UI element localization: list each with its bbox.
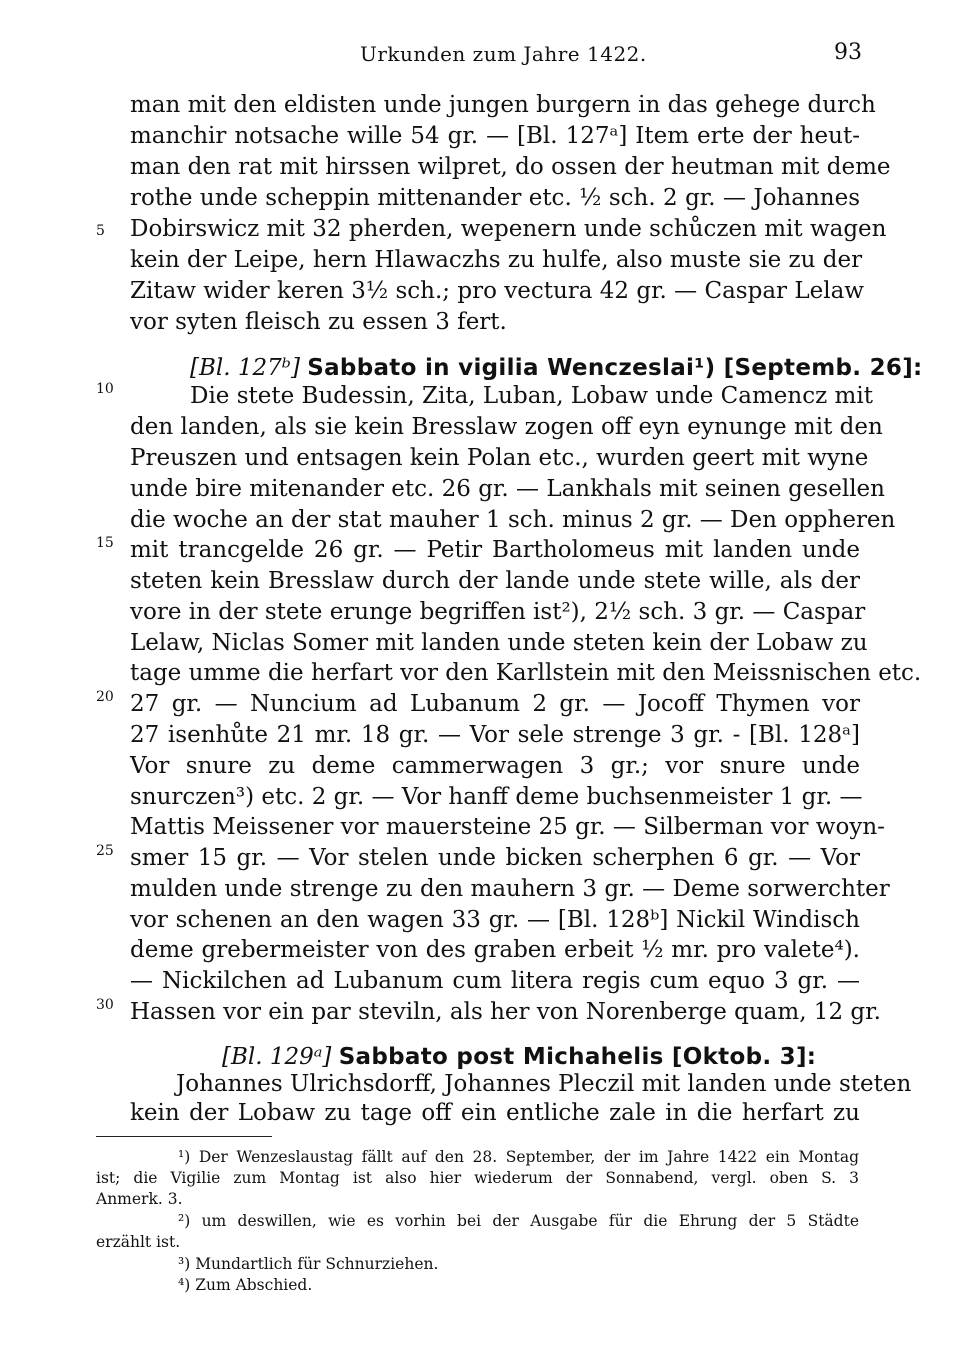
line-number: 5: [96, 223, 105, 239]
heading-title: Sabbato in vigilia Wenczeslai¹) [Septemb. 26]:: [307, 355, 923, 381]
text-line: mulden unde strenge zu den mauhern 3 gr. — Deme sorwerchter: [130, 876, 890, 902]
footnote-divider: [96, 1136, 272, 1137]
text-line: vor syten fleisch zu essen 3 fert.: [130, 309, 507, 335]
text-line: Lelaw, Niclas Somer mit landen unde steten kein der Lobaw zu: [130, 630, 868, 656]
line-number: 20: [96, 689, 114, 705]
heading-title: Sabbato post Michahelis [Oktob. 3]:: [338, 1044, 817, 1070]
text-line: man mit den eldisten unde jungen burgern in das gehege durch: [130, 92, 876, 118]
text-line: mit trancgelde 26 gr. — Petir Bartholomeus mit landen unde: [130, 537, 860, 563]
text-line: unde bire mitenander etc. 26 gr. — Lankhals mit seinen gesellen: [130, 476, 885, 502]
text-line: kein der Leipe, hern Hlawaczhs zu hulfe, also muste sie zu der: [130, 247, 863, 273]
footnote-line: erzählt ist.: [96, 1233, 181, 1251]
text-line: — Nickilchen ad Lubanum cum litera regis cum equo 3 gr. —: [130, 968, 860, 994]
running-head: Urkunden zum Jahre 1422.: [360, 42, 647, 66]
text-line: steten kein Bresslaw durch der lande unde stete wille, als der: [130, 568, 860, 594]
folio-reference: [Bl. 129ᵃ]: [222, 1044, 332, 1070]
footnote-line: ²) um deswillen, wie es vorhin bei der Ausgabe für die Ehrung der 5 Städte: [178, 1212, 859, 1230]
footnote-line: ⁴) Zum Abschied.: [178, 1276, 313, 1294]
line-number: 15: [96, 535, 114, 551]
text-line: deme grebermeister von des graben erbeit ½ mr. pro valete⁴).: [130, 937, 860, 963]
text-line: die woche an der stat mauher 1 sch. minus 2 gr. — Den oppheren: [130, 507, 896, 533]
text-line: vor schenen an den wagen 33 gr. — [Bl. 128ᵇ] Nickil Windisch: [130, 907, 860, 933]
text-line: Zitaw wider keren 3½ sch.; pro vectura 42 gr. — Caspar Lelaw: [130, 278, 864, 304]
line-number: 30: [96, 997, 114, 1013]
text-line: snurczen³) etc. 2 gr. — Vor hanff deme buchsenmeister 1 gr. —: [130, 784, 863, 810]
text-line: Dobirswicz mit 32 pherden, wepenern unde schůczen mit wagen: [130, 216, 887, 242]
folio-reference: [Bl. 127ᵇ]: [190, 355, 300, 381]
text-line: Mattis Meissener vor mauersteine 25 gr. — Silberman vor woyn-: [130, 814, 885, 840]
text-line: smer 15 gr. — Vor stelen unde bicken scherphen 6 gr. — Vor: [130, 845, 860, 871]
text-line: man den rat mit hirssen wilpret, do ossen der heutman mit deme: [130, 154, 891, 180]
section-heading: [190, 353, 923, 384]
footnote-line: ³) Mundartlich für Schnurziehen.: [178, 1255, 439, 1273]
text-line: Hassen vor ein par steviln, als her von Norenberge quam, 12 gr.: [130, 999, 881, 1025]
text-line: den landen, als sie kein Bresslaw zogen off eyn eynunge mit den: [130, 414, 883, 440]
text-line: Johannes Ulrichsdorff, Johannes Pleczil mit landen unde steten: [176, 1071, 912, 1097]
text-line: kein der Lobaw zu tage off ein entliche zale in die herfart zu: [130, 1100, 860, 1126]
text-line: tage umme die herfart vor den Karllstein mit den Meissnischen etc.: [130, 660, 922, 686]
text-line: 27 isenhůte 21 mr. 18 gr. — Vor sele strenge 3 gr. - [Bl. 128ᵃ]: [130, 722, 860, 748]
text-line: Preuszen und entsagen kein Polan etc., wurden geert mit wyne: [130, 445, 869, 471]
text-line: Vor snure zu deme cammerwagen 3 gr.; vor snure unde: [130, 753, 860, 779]
text-line: rothe unde scheppin mittenander etc. ½ sch. 2 gr. — Johannes: [130, 185, 860, 211]
line-number: 25: [96, 843, 114, 859]
page-number: 93: [834, 40, 862, 65]
footnote-line: ist; die Vigilie zum Montag ist also hier wiederum der Sonnabend, vergl. oben S. 3: [96, 1169, 859, 1187]
text-line: manchir notsache wille 54 gr. — [Bl. 127ᵃ] Item erte der heut-: [130, 123, 860, 149]
line-number: 10: [96, 381, 114, 397]
text-line: Die stete Budessin, Zita, Luban, Lobaw unde Camencz mit: [190, 383, 873, 409]
text-line: vore in der stete erunge begriffen ist²), 2½ sch. 3 gr. — Caspar: [130, 599, 866, 625]
footnote-line: ¹) Der Wenzeslaustag fällt auf den 28. September, der im Jahre 1422 ein Montag: [178, 1148, 859, 1166]
footnote-line: Anmerk. 3.: [96, 1190, 183, 1208]
text-line: 27 gr. — Nuncium ad Lubanum 2 gr. — Jocoff Thymen vor: [130, 691, 860, 717]
